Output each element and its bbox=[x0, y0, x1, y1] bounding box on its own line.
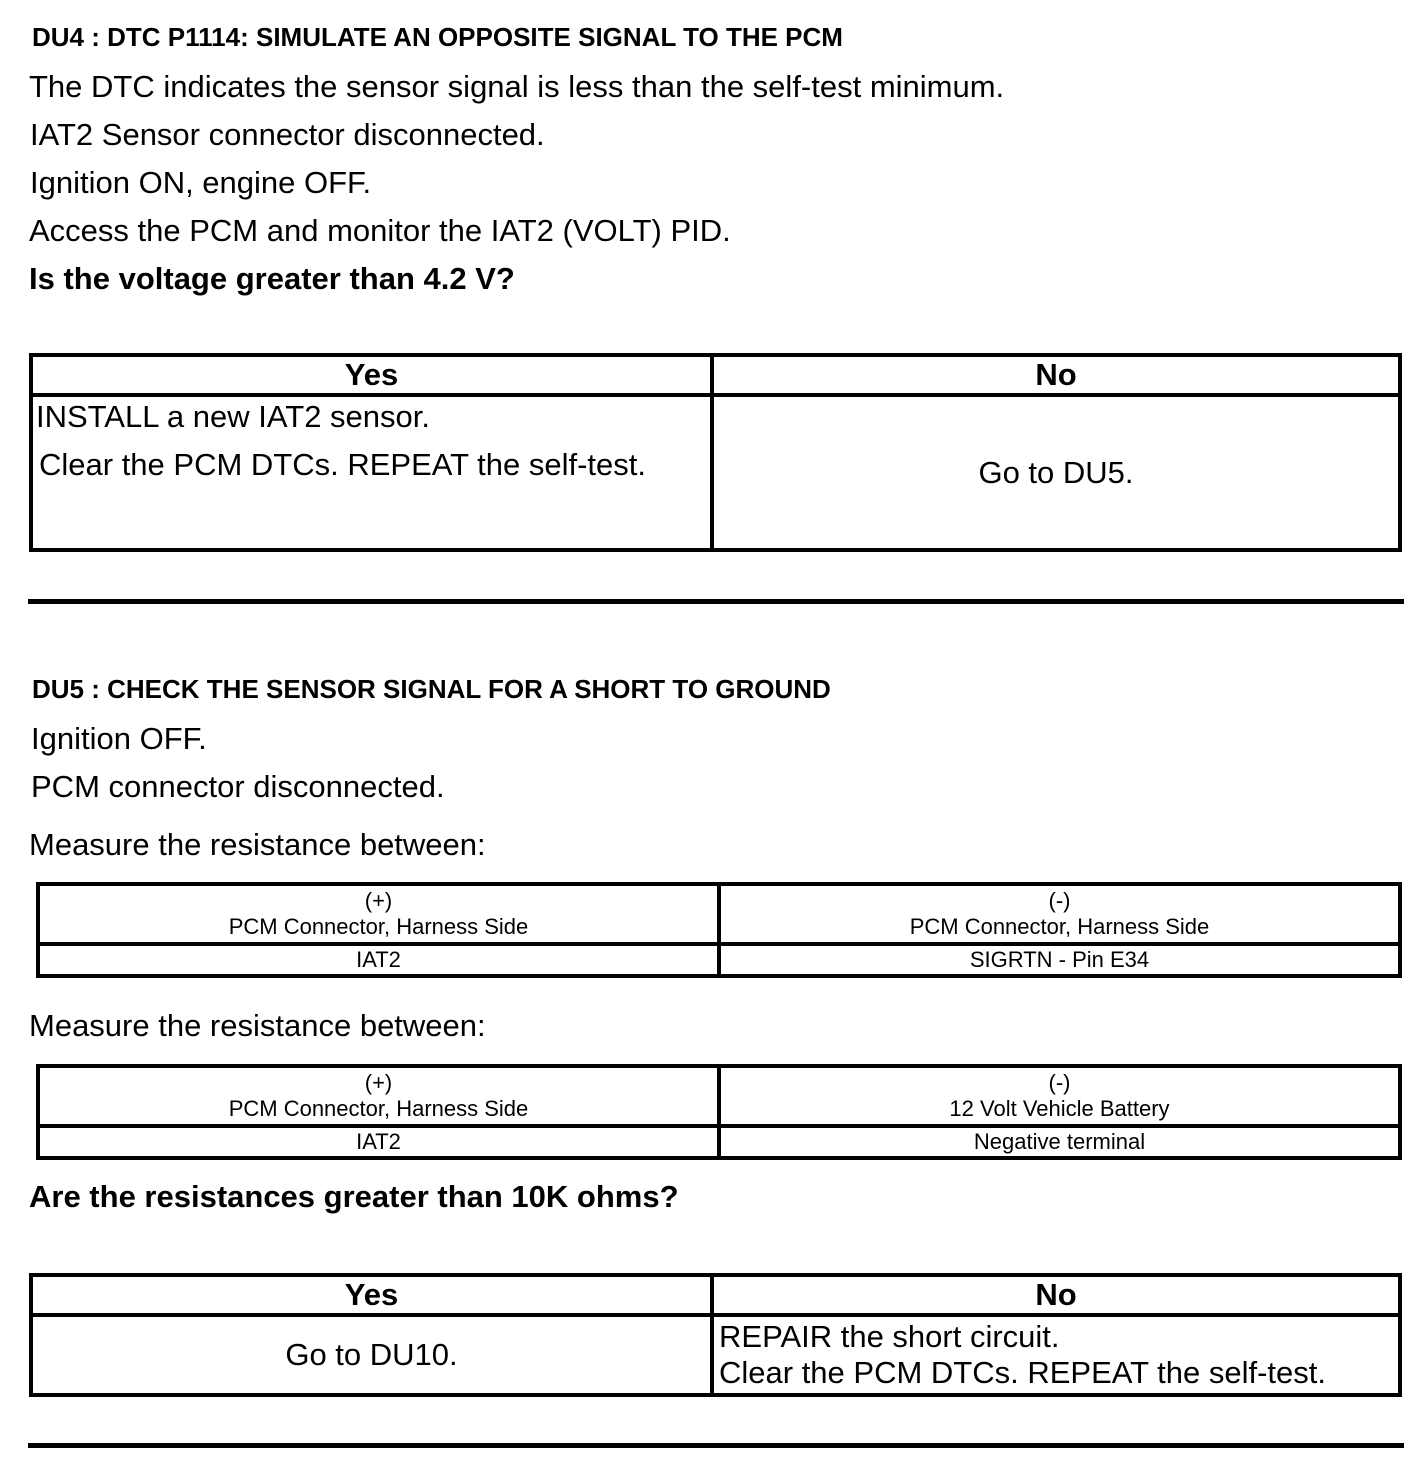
du5-measure-label-2: Measure the resistance between: bbox=[29, 1008, 486, 1043]
minus-sign: (-) bbox=[1048, 1070, 1071, 1095]
measure-table-1-minus-value: SIGRTN - Pin E34 bbox=[719, 944, 1400, 976]
du4-heading: DU4 : DTC P1114: SIMULATE AN OPPOSITE SIGNAL TO THE PCM bbox=[32, 22, 843, 52]
du5-heading: DU5 : CHECK THE SENSOR SIGNAL FOR A SHORT TO GROUND bbox=[32, 674, 831, 704]
measure-table-2-minus-value: Negative terminal bbox=[719, 1126, 1400, 1158]
du4-line-2: IAT2 Sensor connector disconnected. bbox=[30, 117, 545, 152]
du5-no-line-2: Clear the PCM DTCs. REPEAT the self-test. bbox=[719, 1355, 1326, 1390]
section-divider bbox=[28, 599, 1404, 604]
du4-decision-table bbox=[29, 353, 1402, 552]
minus-sign: (-) bbox=[1048, 888, 1071, 913]
measure-table-1-plus-header bbox=[38, 884, 719, 944]
measure-table-1-plus-value: IAT2 bbox=[38, 944, 719, 976]
measure-table-1 bbox=[36, 882, 1402, 978]
minus-label: 12 Volt Vehicle Battery bbox=[949, 1096, 1170, 1121]
bottom-divider bbox=[28, 1443, 1404, 1448]
measure-table-2 bbox=[36, 1064, 1402, 1160]
plus-label: PCM Connector, Harness Side bbox=[228, 1096, 529, 1121]
du5-no-header: No bbox=[712, 1275, 1400, 1315]
du4-yes-line-2: Clear the PCM DTCs. REPEAT the self-test. bbox=[39, 447, 646, 482]
du5-no-line-1: REPAIR the short circuit. bbox=[719, 1319, 1060, 1354]
du5-decision-table bbox=[29, 1273, 1402, 1397]
du4-question: Is the voltage greater than 4.2 V? bbox=[29, 261, 515, 296]
du5-question: Are the resistances greater than 10K ohms? bbox=[29, 1179, 679, 1214]
du4-yes-header: Yes bbox=[31, 355, 712, 395]
du5-yes-header: Yes bbox=[31, 1275, 712, 1315]
du4-line-4: Access the PCM and monitor the IAT2 (VOLT) PID. bbox=[29, 213, 731, 248]
du4-yes-cell bbox=[31, 395, 712, 550]
du4-line-3: Ignition ON, engine OFF. bbox=[30, 165, 372, 200]
plus-label: PCM Connector, Harness Side bbox=[228, 914, 529, 939]
du4-line-1: The DTC indicates the sensor signal is less than the self-test minimum. bbox=[29, 69, 1005, 104]
du5-yes-cell: Go to DU10. bbox=[31, 1315, 712, 1395]
measure-table-2-plus-header bbox=[38, 1066, 719, 1126]
measure-table-2-plus-value: IAT2 bbox=[38, 1126, 719, 1158]
du5-line-2: PCM connector disconnected. bbox=[31, 769, 445, 804]
du5-line-1: Ignition OFF. bbox=[31, 721, 207, 756]
du4-yes-line-1: INSTALL a new IAT2 sensor. bbox=[36, 399, 430, 434]
measure-table-2-minus-header bbox=[719, 1066, 1400, 1126]
du4-no-header: No bbox=[712, 355, 1400, 395]
plus-sign: (+) bbox=[364, 888, 393, 913]
du5-measure-label-1: Measure the resistance between: bbox=[29, 827, 486, 862]
plus-sign: (+) bbox=[364, 1070, 393, 1095]
measure-table-1-minus-header bbox=[719, 884, 1400, 944]
du4-no-cell: Go to DU5. bbox=[712, 395, 1400, 550]
minus-label: PCM Connector, Harness Side bbox=[909, 914, 1210, 939]
du5-no-cell bbox=[712, 1315, 1400, 1395]
